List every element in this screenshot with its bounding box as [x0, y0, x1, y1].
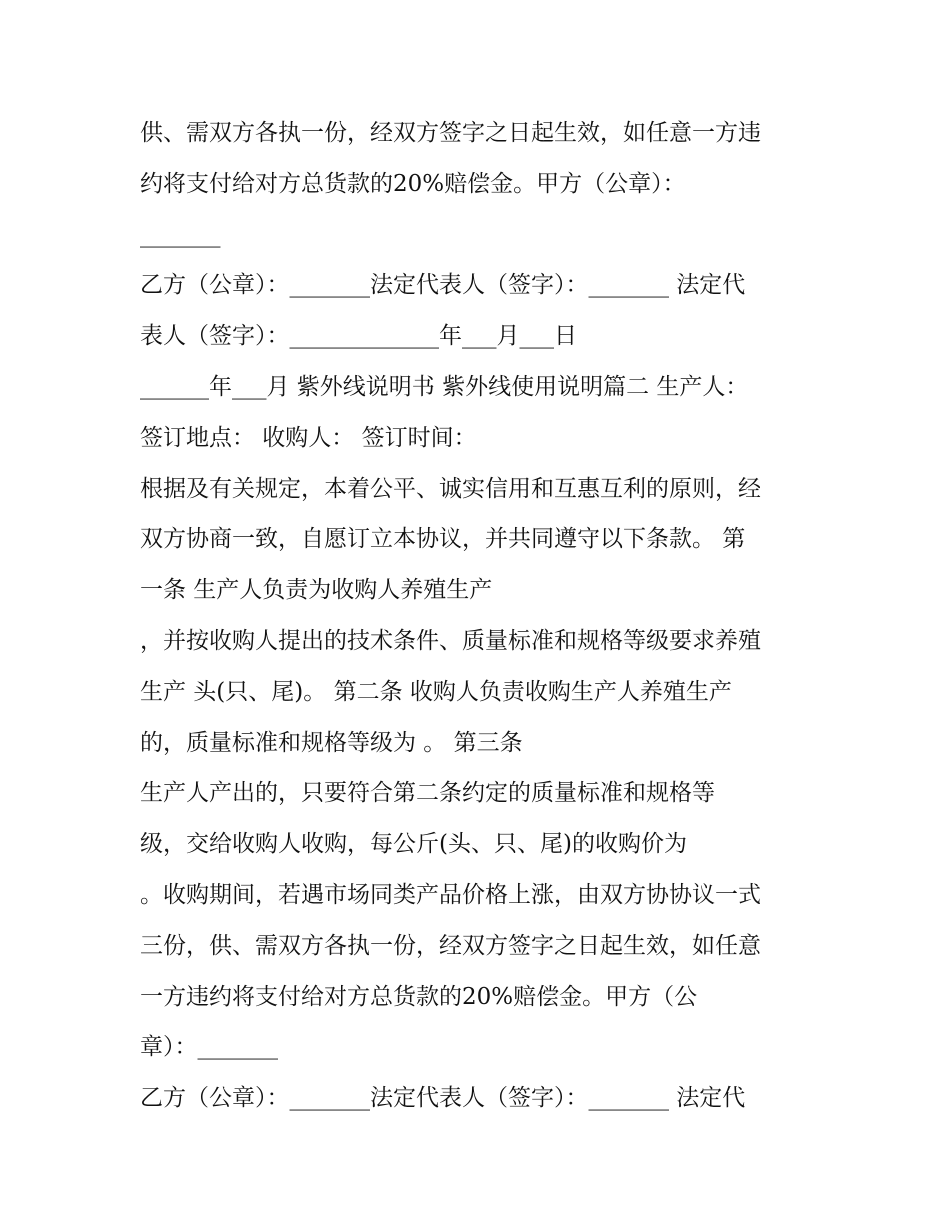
- text-line: ，并按收购人提出的技术条件、质量标准和规格等级要求养殖: [140, 627, 761, 654]
- text-line: 生产 头(只、尾)。 第二条 收购人负责收购生产人养殖生产: [140, 678, 732, 705]
- text-line: 的，质量标准和规格等级为 。 第三条: [140, 729, 523, 756]
- text-line: 乙方（公章）：_______法定代表人（签字）：_______ 法定代: [140, 272, 746, 299]
- text-line: 。收购期间，若遇市场同类产品价格上涨，由双方协协议一式: [140, 881, 761, 908]
- text-line: 乙方（公章）：_______法定代表人（签字）：_______ 法定代: [140, 1085, 746, 1112]
- text-line: 一方违约将支付给对方总货款的20%赔偿金。甲方（公: [140, 983, 698, 1010]
- text-line: ______年___月 紫外线说明书 紫外线使用说明篇二 生产人：: [140, 373, 749, 400]
- text-line: 章）：_______: [140, 1034, 278, 1061]
- text-line: 表人（签字）：_____________年___月___日: [140, 323, 577, 350]
- text-line: 一条 生产人负责为收购人养殖生产: [140, 577, 493, 604]
- text-line: 级，交给收购人收购，每公斤(头、只、尾)的收购价为: [140, 831, 687, 858]
- signature-line: _______: [140, 221, 221, 248]
- text-line: 约将支付给对方总货款的20%赔偿金。甲方（公章）：: [140, 170, 686, 197]
- text-line: 根据及有关规定，本着公平、诚实信用和互惠互利的原则，经: [140, 475, 761, 502]
- text-line: 供、需双方各执一份，经双方签字之日起生效，如任意一方违: [140, 120, 761, 146]
- text-line: 双方协商一致，自愿订立本协议，并共同遵守以下条款。 第: [140, 526, 746, 553]
- text-line: 三份，供、需双方各执一份，经双方签字之日起生效，如任意: [140, 932, 761, 959]
- text-line: 签订地点： 收购人： 签订时间：: [140, 424, 477, 451]
- document-body: [140, 108, 820, 1124]
- text-line: 生产人产出的，只要符合第二条约定的质量标准和规格等: [140, 780, 715, 807]
